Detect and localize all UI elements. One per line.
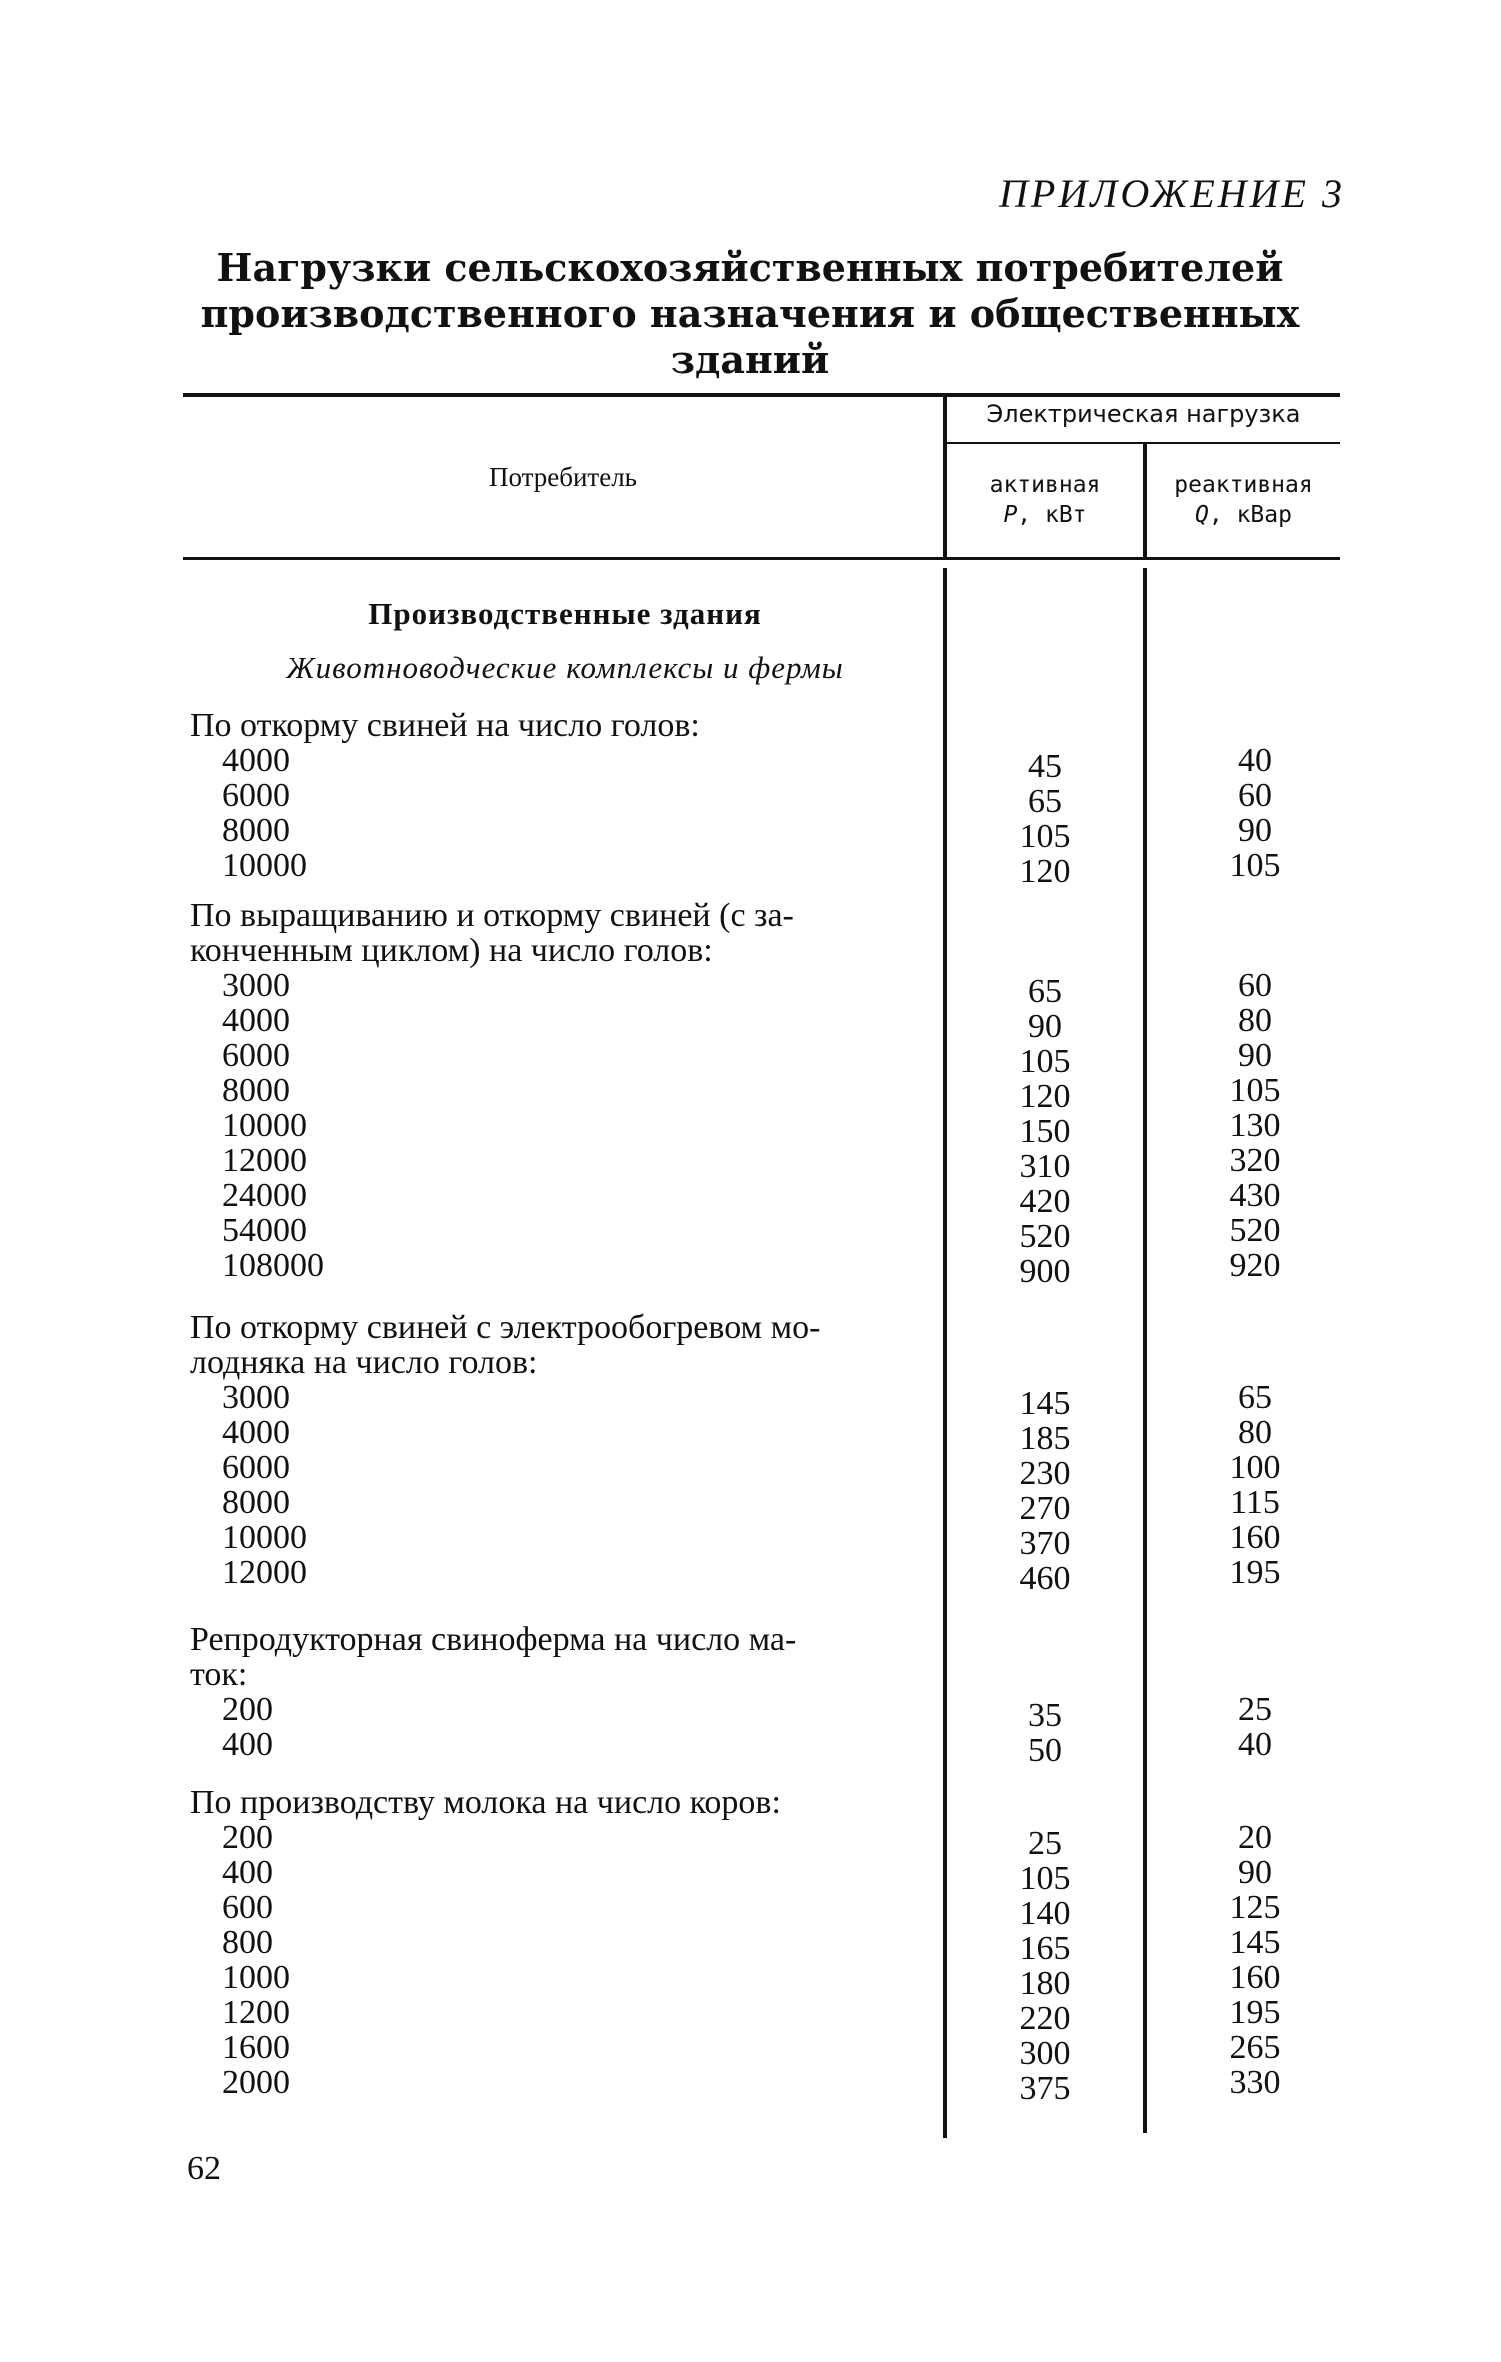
active-power-value: 300 (1019, 2035, 1071, 2072)
active-power-value: 370 (1019, 1525, 1071, 1562)
reactive-power-value: 520 (1229, 1212, 1281, 1249)
group-description-line: ток: (190, 1656, 248, 1693)
row-label: 6000 (222, 777, 290, 814)
row-label: 400 (222, 1726, 273, 1763)
row-label: 3000 (222, 1379, 290, 1416)
reactive-power-value: 320 (1229, 1142, 1281, 1179)
reactive-power-value: 195 (1229, 1994, 1281, 2031)
reactive-power-value: 40 (1238, 1726, 1272, 1763)
active-power-symbol: P (1003, 502, 1018, 528)
active-power-value: 165 (1019, 1930, 1071, 1967)
reactive-power-value: 105 (1229, 847, 1281, 884)
active-power-value: 310 (1019, 1148, 1071, 1185)
active-power-value: 145 (1019, 1385, 1071, 1422)
reactive-power-value: 160 (1229, 1959, 1281, 1996)
reactive-power-value: 40 (1238, 742, 1272, 779)
row-label: 10000 (222, 1107, 307, 1144)
row-label: 10000 (222, 1519, 307, 1556)
row-label: 12000 (222, 1554, 307, 1591)
group-description-line: Репродукторная свиноферма на число ма- (190, 1621, 797, 1658)
reactive-power-value: 80 (1238, 1414, 1272, 1451)
active-power-value: 65 (1028, 783, 1062, 820)
row-label: 6000 (222, 1037, 290, 1074)
reactive-power-value: 65 (1238, 1379, 1272, 1416)
reactive-power-value: 145 (1229, 1924, 1281, 1961)
active-power-value: 150 (1019, 1113, 1071, 1150)
active-power-value: 105 (1019, 1860, 1071, 1897)
reactive-power-value: 430 (1229, 1177, 1281, 1214)
page-title-line-2: производственного назначения и общественных зданий (200, 291, 1300, 382)
column-header-consumer: Потребитель (488, 462, 637, 492)
section-heading: Производственные здания (368, 596, 762, 631)
reactive-power-symbol: Q (1195, 502, 1209, 528)
group-description-line: По откорму свиней с электрообогревом мо- (190, 1309, 821, 1346)
reactive-power-value: 125 (1229, 1889, 1281, 1926)
row-label: 1000 (222, 1959, 290, 1996)
active-power-value: 90 (1028, 1008, 1062, 1045)
row-label: 12000 (222, 1142, 307, 1179)
reactive-power-unit: , кВар (1208, 502, 1292, 528)
row-label: 2000 (222, 2064, 290, 2101)
row-label: 200 (222, 1691, 273, 1728)
subsection-heading: Животноводческие комплексы и фермы (286, 650, 844, 685)
group-description-line: лодняка на число голов: (190, 1344, 538, 1381)
row-label: 4000 (222, 1414, 290, 1451)
reactive-power-value: 920 (1229, 1247, 1281, 1284)
row-label: 400 (222, 1854, 273, 1891)
row-label: 1200 (222, 1994, 290, 2031)
active-power-value: 120 (1019, 1078, 1071, 1115)
active-power-value: 120 (1019, 853, 1071, 890)
group-description-line: По откорму свиней на число голов: (190, 707, 700, 744)
active-power-value: 460 (1019, 1560, 1071, 1597)
active-power-value: 230 (1019, 1455, 1071, 1492)
active-power-value: 25 (1028, 1825, 1062, 1862)
page-number: 62 (187, 2150, 221, 2187)
page-title-line-1: Нагрузки сельскохозяйственных потребителей (216, 245, 1284, 290)
reactive-power-value: 25 (1238, 1691, 1272, 1728)
reactive-power-value: 90 (1238, 1037, 1272, 1074)
group-description-line: По производству молока на число коров: (190, 1784, 781, 1821)
active-power-value: 270 (1019, 1490, 1071, 1527)
active-power-unit: , кВт (1017, 502, 1087, 528)
active-power-value: 185 (1019, 1420, 1071, 1457)
row-label: 800 (222, 1924, 273, 1961)
row-label: 108000 (222, 1247, 324, 1284)
active-power-value: 45 (1028, 748, 1062, 785)
row-label: 8000 (222, 1484, 290, 1521)
reactive-power-value: 90 (1238, 1854, 1272, 1891)
row-label: 24000 (222, 1177, 307, 1214)
column-header-reactive-line1: реактивная (1174, 472, 1313, 498)
active-power-value: 520 (1019, 1218, 1071, 1255)
row-label: 4000 (222, 742, 290, 779)
row-label: 6000 (222, 1449, 290, 1486)
row-label: 600 (222, 1889, 273, 1926)
reactive-power-value: 130 (1229, 1107, 1281, 1144)
column-header-electric-load: Электрическая нагрузка (986, 400, 1301, 428)
reactive-power-value: 100 (1229, 1449, 1281, 1486)
column-header-active-line1: активная (989, 472, 1101, 498)
active-power-value: 35 (1028, 1697, 1062, 1734)
row-label: 54000 (222, 1212, 307, 1249)
reactive-power-value: 195 (1229, 1554, 1281, 1591)
active-power-value: 180 (1019, 1965, 1071, 2002)
row-label: 200 (222, 1819, 273, 1856)
active-power-value: 375 (1019, 2070, 1071, 2107)
reactive-power-value: 90 (1238, 812, 1272, 849)
active-power-value: 65 (1028, 973, 1062, 1010)
active-power-value: 105 (1019, 1043, 1071, 1080)
reactive-power-value: 60 (1238, 777, 1272, 814)
active-power-value: 105 (1019, 818, 1071, 855)
active-power-value: 140 (1019, 1895, 1071, 1932)
reactive-power-value: 330 (1229, 2064, 1281, 2101)
row-label: 8000 (222, 1072, 290, 1109)
active-power-value: 900 (1019, 1253, 1071, 1290)
row-label: 1600 (222, 2029, 290, 2066)
row-label: 8000 (222, 812, 290, 849)
row-label: 10000 (222, 847, 307, 884)
reactive-power-value: 160 (1229, 1519, 1281, 1556)
group-description-line: По выращиванию и откорму свиней (с за- (190, 897, 794, 934)
row-label: 3000 (222, 967, 290, 1004)
reactive-power-value: 60 (1238, 967, 1272, 1004)
active-power-value: 420 (1019, 1183, 1071, 1220)
reactive-power-value: 105 (1229, 1072, 1281, 1109)
reactive-power-value: 265 (1229, 2029, 1281, 2066)
group-description-line: конченным циклом) на число голов: (190, 932, 713, 969)
appendix-label: ПРИЛОЖЕНИЕ 3 (999, 171, 1345, 216)
reactive-power-value: 115 (1230, 1484, 1280, 1521)
active-power-value: 50 (1028, 1732, 1062, 1769)
active-power-value: 220 (1019, 2000, 1071, 2037)
reactive-power-value: 20 (1238, 1819, 1272, 1856)
reactive-power-value: 80 (1238, 1002, 1272, 1039)
row-label: 4000 (222, 1002, 290, 1039)
